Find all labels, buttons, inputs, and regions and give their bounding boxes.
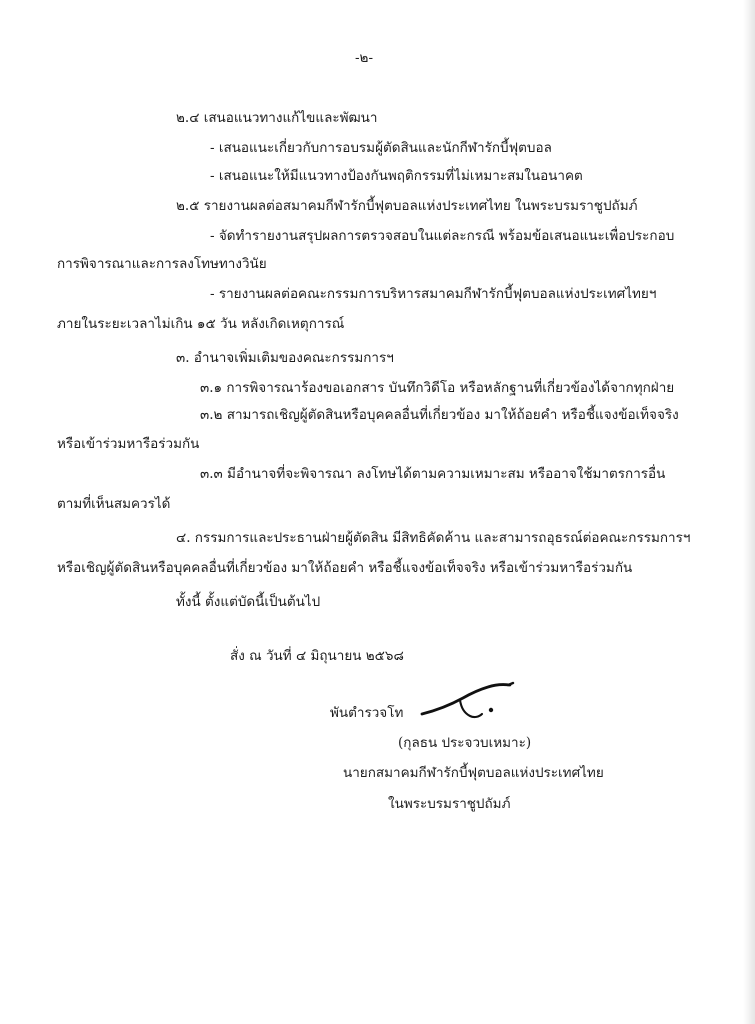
handwritten-signature [418,680,528,724]
page-number: -๒- [355,50,374,66]
section-3-2-line-1: ๓.๒ สามารถเชิญผู้ตัดสินหรือบุคคลอื่นที่เกี่ยวข้อง มาให้ถ้อยคำ หรือชี้แจงข้อเท็จจริง [200,407,679,423]
section-3-3-line-2: ตามที่เห็นสมควรได้ [57,496,171,512]
section-2-5-item-1-line-2: การพิจารณาและการลงโทษทางวินัย [57,256,267,272]
section-2-5-item-1-line-1: - จัดทำรายงานสรุปผลการตรวจสอบในแต่ละกรณี พร้อมข้อเสนอแนะเพื่อประกอบ [210,228,675,244]
section-2-5-heading: ๒.๕ รายงานผลต่อสมาคมกีฬารักบี้ฟุตบอลแห่งประเทศไทย ในพระบรมราชูปถัมภ์ [176,198,638,214]
signatory-position-line-2: ในพระบรมราชูปถัมภ์ [388,796,511,812]
section-4-line-2: หรือเชิญผู้ตัดสินหรือบุคคลอื่นที่เกี่ยวข้อง มาให้ถ้อยคำ หรือชี้แจงข้อเท็จจริง หรือเข้าร่วมหารือร่วมกัน [57,560,633,576]
section-3-heading: ๓. อำนาจเพิ่มเติมของคณะกรรมการฯ [176,350,394,366]
section-2-4-heading: ๒.๔ เสนอแนวทางแก้ไขและพัฒนา [176,110,378,126]
signatory-position-line-1: นายกสมาคมกีฬารักบี้ฟุตบอลแห่งประเทศไทย [343,765,604,781]
section-2-4-item-1: - เสนอแนะเกี่ยวกับการอบรมผู้ตัดสินและนักกีฬารักบี้ฟุตบอล [210,140,552,156]
section-3-2-line-2: หรือเข้าร่วมหารือร่วมกัน [57,436,200,452]
section-2-5-item-2-line-1: - รายงานผลต่อคณะกรรมการบริหารสมาคมกีฬารักบี้ฟุตบอลแห่งประเทศไทยฯ [210,286,657,302]
page-edge-shadow [743,0,755,1024]
section-2-5-item-2-line-2: ภายในระยะเวลาไม่เกิน ๑๕ วัน หลังเกิดเหตุการณ์ [57,316,345,332]
section-4-line-1: ๔. กรรมการและประธานฝ่ายผู้ตัดสิน มีสิทธิคัดค้าน และสามารถอุธรณ์ต่อคณะกรรมการฯ [176,530,691,546]
effective-statement: ทั้งนี้ ตั้งแต่บัดนี้เป็นต้นไป [176,594,321,610]
signatory-rank: พันตำรวจโท [330,705,404,721]
signatory-name: (กุลธน ประจวบเหมาะ) [398,735,532,751]
section-3-3-line-1: ๓.๓ มีอำนาจที่จะพิจารณา ลงโทษได้ตามความเหมาะสม หรืออาจใช้มาตรการอื่น [200,466,666,482]
section-3-1: ๓.๑ การพิจารณาร้องขอเอกสาร บันทึกวิดีโอ หรือหลักฐานที่เกี่ยวข้องได้จากทุกฝ่าย [200,380,675,396]
section-2-4-item-2: - เสนอแนะให้มีแนวทางป้องกันพฤติกรรมที่ไม่เหมาะสมในอนาคต [210,168,583,184]
order-date: สั่ง ณ วันที่ ๔ มิถุนายน ๒๕๖๘ [230,648,404,664]
